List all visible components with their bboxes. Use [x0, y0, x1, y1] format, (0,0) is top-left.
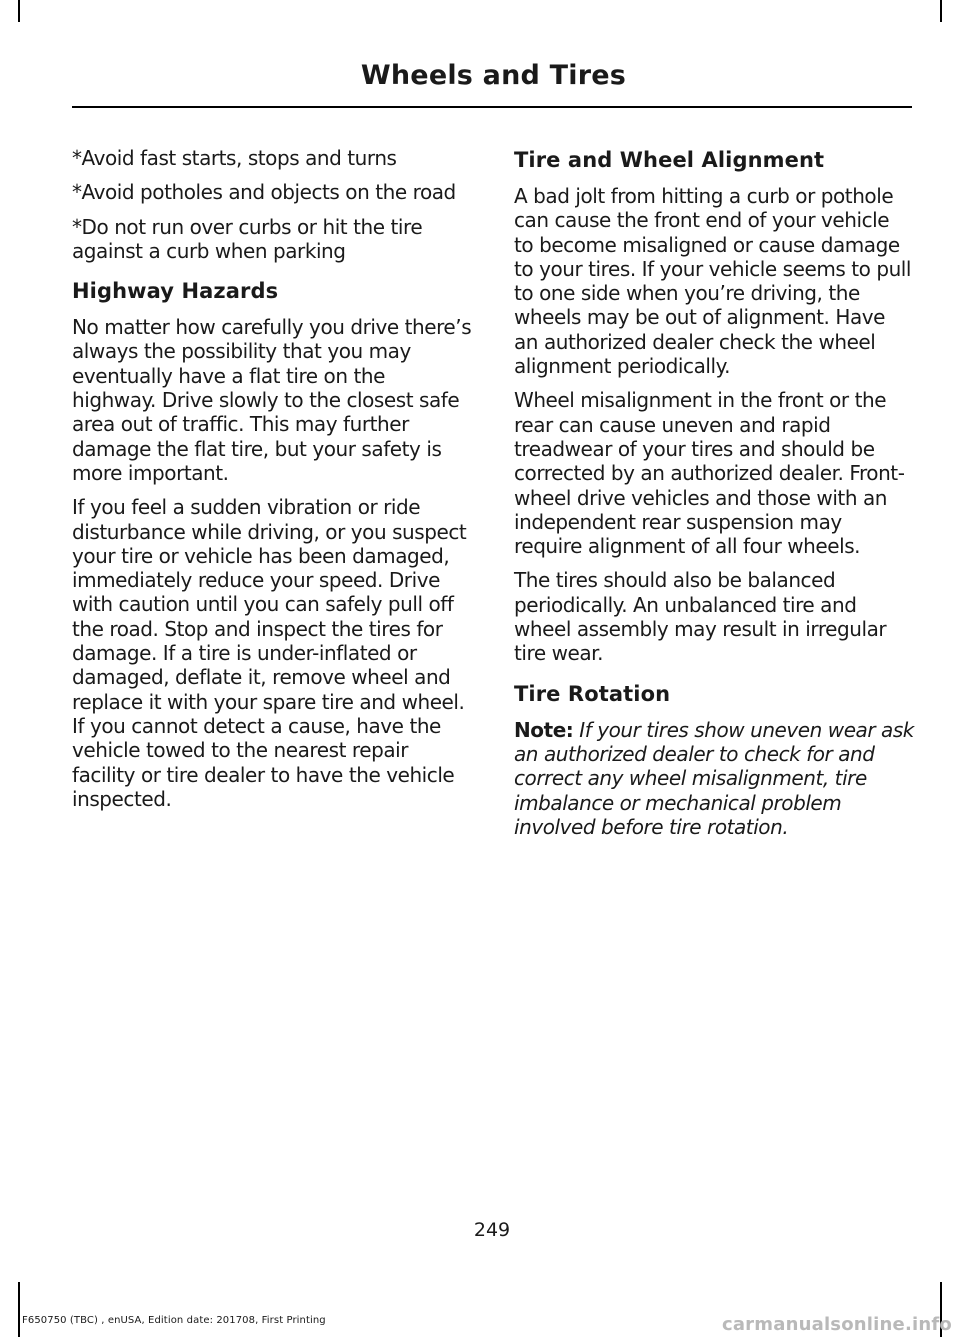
highway-hazards-paragraph-1: No matter how carefully you drive there’s always the possibility that you may eventually have a flat tire on the highway. Drive slowly to the closest safe area out of traffic. This may further damage the flat tire, but your safety is more important. — [72, 315, 472, 485]
left-column — [72, 146, 472, 821]
alignment-paragraph-3: The tires should also be balanced periodically. An unbalanced tire and wheel assembly may result in irregular tire wear. — [514, 568, 887, 666]
page-title: Wheels and Tires — [360, 60, 626, 91]
edition-info: F650750 (TBC) , enUSA, Edition date: 201708, First Printing — [22, 1315, 326, 1326]
crop-mark-top-left — [18, 0, 20, 22]
right-column — [514, 146, 914, 849]
highway-hazards-paragraph-2: If you feel a sudden vibration or ride disturbance while driving, or you suspect your tire or vehicle has been damaged, immediately reduce your speed. Drive with caution until you can safely pull off the road. Stop and inspect the tires for damage. If a tire is under-inflated or damaged, deflate it, remove wheel and replace it with your spare tire and wheel. If you cannot detect a cause, have the vehicle towed to the nearest repair facility or tire dealer to have the vehicle inspected. — [72, 495, 467, 811]
tip-avoid-fast-starts: *Avoid fast starts, stops and turns — [72, 146, 397, 170]
alignment-paragraph-1: A bad jolt from hitting a curb or pothole can cause the front end of your vehicle to become misaligned or cause damage to your tires. If your vehicle seems to pull to one side when you’re driving, the wheels may be out of alignment. Have an authorized dealer check the wheel alignment periodically. — [514, 184, 912, 379]
alignment-paragraph-2: Wheel misalignment in the front or the rear can cause uneven and rapid treadwear of your tires and should be corrected by an authorized dealer. Front-wheel drive vehicles and those with an independent rear suspension may require alignment of all four wheels. — [514, 388, 905, 559]
tip-avoid-potholes: *Avoid potholes and objects on the road — [72, 180, 456, 205]
crop-mark-top-right — [940, 0, 942, 22]
note-text: If your tires show uneven wear ask an authorized dealer to check for and correct any wheel misalignment, tire imbalance or mechanical problem involved before tire rotation. — [514, 717, 914, 839]
rotation-heading: Tire Rotation — [514, 681, 671, 706]
tip-no-curbs: *Do not run over curbs or hit the tire against a curb when parking — [72, 214, 423, 263]
rotation-note — [514, 718, 914, 839]
highway-hazards-heading: Highway Hazards — [72, 279, 279, 304]
header-divider — [72, 106, 912, 108]
crop-mark-bottom-left — [18, 1282, 20, 1337]
page-number: 249 — [473, 1219, 511, 1241]
watermark-logo: carmanualsonline.info — [721, 1314, 952, 1335]
note-label: Note: — [514, 717, 574, 742]
alignment-heading: Tire and Wheel Alignment — [514, 148, 825, 172]
